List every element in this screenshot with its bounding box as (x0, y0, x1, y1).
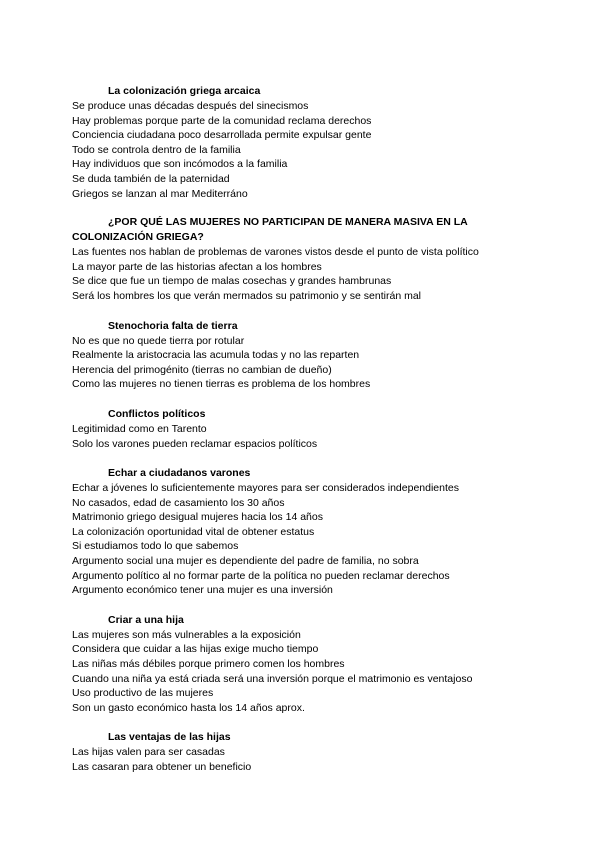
text-line: Matrimonio griego desigual mujeres hacia los 14 años (72, 511, 323, 524)
text-line: Si estudiamos todo lo que sabemos (72, 540, 239, 553)
section-heading: Conflictos políticos (108, 407, 206, 420)
document-page (72, 84, 542, 790)
text-line: Las fuentes nos hablan de problemas de varones vistos desde el punto de vista político (72, 246, 479, 259)
section-heading: Las ventajas de las hijas (108, 731, 231, 744)
text-line: Considera que cuidar a las hijas exige mucho tiempo (72, 643, 319, 656)
section-ventajas-hijas (72, 730, 542, 774)
text-line: Griegos se lanzan al mar Mediterráno (72, 187, 248, 200)
text-line: Será los hombres los que verán mermados su patrimonio y se sentirán mal (72, 289, 421, 302)
text-line: Se produce unas décadas después del sinecismos (72, 100, 309, 112)
section-heading: Criar a una hija (108, 613, 184, 626)
text-line: Conciencia ciudadana poco desarrollada permite expulsar gente (72, 129, 372, 142)
text-line: Echar a jóvenes lo suficientemente mayores para ser considerados independientes (72, 482, 459, 495)
section-criar-hija (72, 613, 542, 716)
text-line: Las hijas valen para ser casadas (72, 746, 225, 759)
text-line: Son un gasto económico hasta los 14 años aprox. (72, 701, 305, 714)
text-line: La colonización oportunidad vital de obtener estatus (72, 525, 315, 538)
text-line: Las mujeres son más vulnerables a la exposición (72, 628, 301, 641)
section-heading: ¿POR QUÉ LAS MUJERES NO PARTICIPAN DE MANERA MASIVA EN LA COLONIZACIÓN GRIEGA? (72, 216, 468, 244)
text-line: Las casaran para obtener un beneficio (72, 761, 252, 773)
text-line: Se duda también de la paternidad (72, 172, 230, 185)
text-line: Cuando una niña ya está criada será una inversión porque el matrimonio es ventajoso (72, 672, 473, 685)
section-heading: Echar a ciudadanos varones (108, 467, 251, 480)
text-line: Hay individuos que son incómodos a la familia (72, 158, 288, 171)
text-line: No casados, edad de casamiento los 30 años (72, 496, 285, 509)
text-line: Se dice que fue un tiempo de malas cosechas y grandes hambrunas (72, 275, 392, 288)
section-colonizacion-arcaica (72, 84, 542, 201)
text-line: Legitimidad como en Tarento (72, 422, 207, 435)
text-line: Las niñas más débiles porque primero comen los hombres (72, 658, 345, 671)
text-line: Herencia del primogénito (tierras no cambian de dueño) (72, 363, 332, 376)
text-line: Solo los varones pueden reclamar espacios políticos (72, 437, 318, 450)
section-echar-ciudadanos (72, 466, 542, 598)
section-conflictos-politicos (72, 407, 542, 451)
text-line: Realmente la aristocracia las acumula todas y no las reparten (72, 349, 360, 362)
text-line: Argumento social una mujer es dependiente del padre de familia, no sobra (72, 555, 419, 568)
text-line: Argumento económico tener una mujer es una inversión (72, 584, 333, 597)
section-heading: Stenochoria falta de tierra (108, 319, 238, 332)
section-stenochoria (72, 319, 542, 392)
text-line: Argumento político al no formar parte de la política no pueden reclamar derechos (72, 569, 450, 582)
section-por-que-mujeres (72, 215, 542, 303)
text-line: No es que no quede tierra por rotular (72, 334, 245, 347)
text-line: Hay problemas porque parte de la comunidad reclama derechos (72, 114, 372, 127)
text-line: La mayor parte de las historias afectan a los hombres (72, 260, 322, 273)
text-line: Todo se controla dentro de la familia (72, 143, 241, 156)
section-heading: La colonización griega arcaica (108, 85, 261, 97)
text-line: Como las mujeres no tienen tierras es problema de los hombres (72, 378, 371, 391)
text-line: Uso productivo de las mujeres (72, 687, 214, 700)
